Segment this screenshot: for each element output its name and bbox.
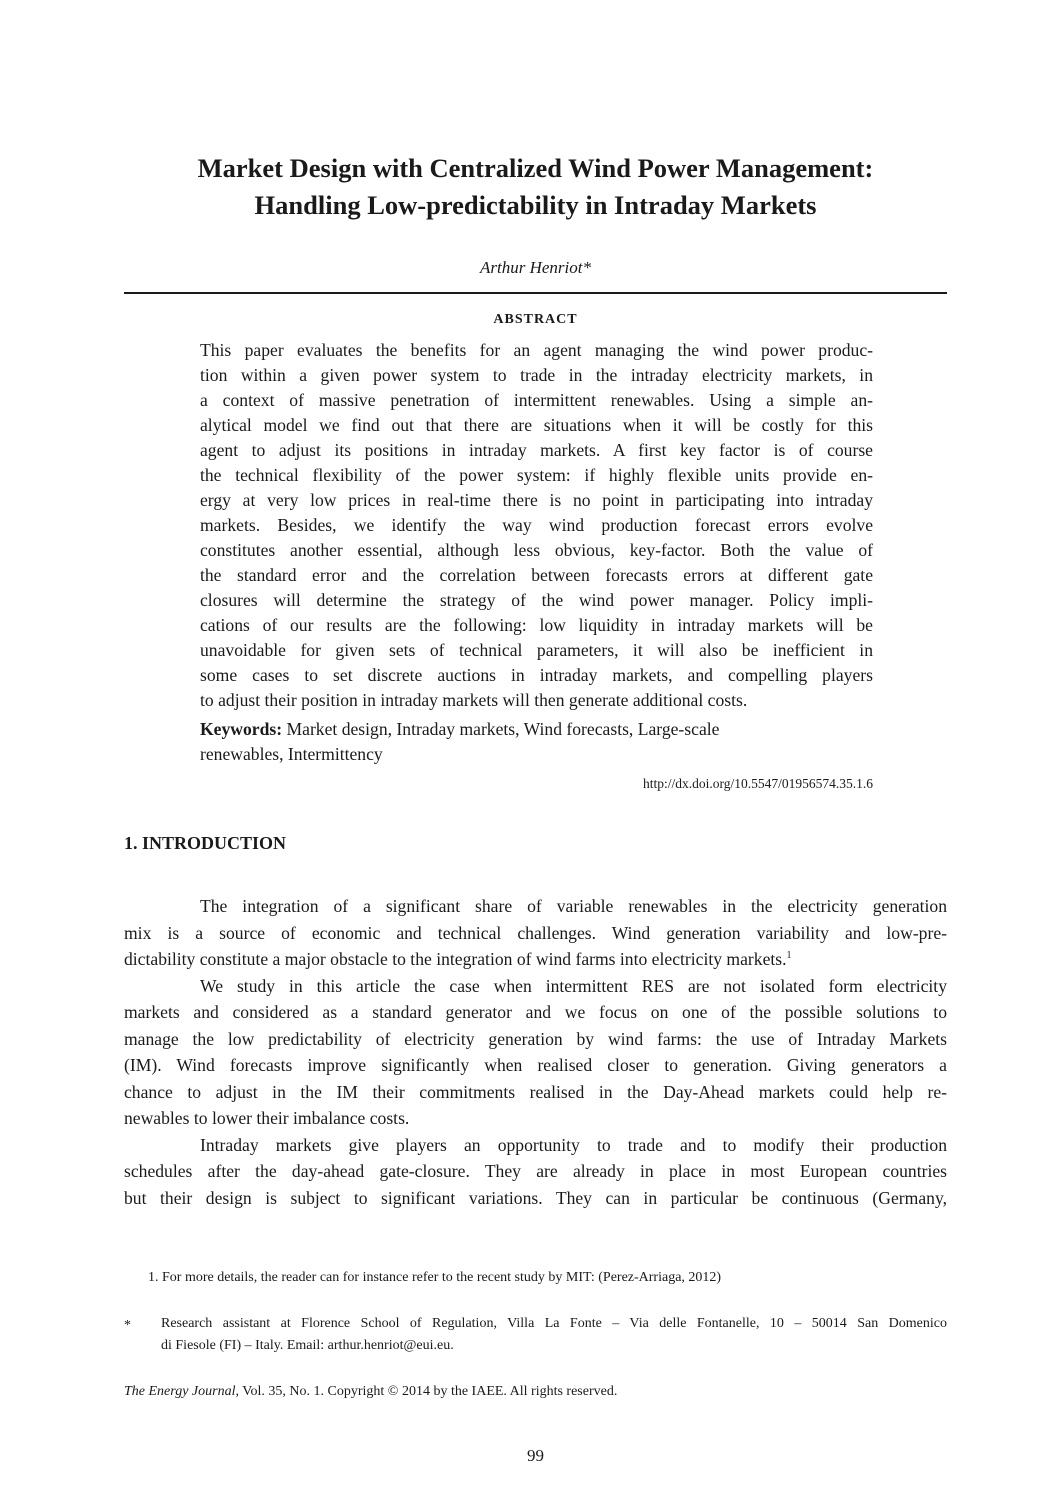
abstract-line: cations of our results are the following: low liquidity in intraday markets will be xyxy=(200,615,873,635)
journal-citation xyxy=(124,1382,617,1402)
abstract-line: to adjust their position in intraday markets will then generate additional costs. xyxy=(200,690,748,710)
page-number: 99 xyxy=(527,1446,544,1465)
abstract-line: closures will determine the strategy of the wind power manager. Policy impli- xyxy=(200,590,873,610)
journal-name: The Energy Journal xyxy=(124,1384,236,1399)
title-line-2: Handling Low-predictability in Intraday Markets xyxy=(254,190,817,220)
footnote-1: 1. For more details, the reader can for instance refer to the recent study by MIT: (Perez-Arriaga, 2012) xyxy=(148,1270,722,1285)
author-name: Arthur Henriot* xyxy=(480,258,591,277)
journal-details: , Vol. 35, No. 1. Copyright © 2014 by the IAEE. All rights reserved. xyxy=(235,1384,618,1399)
abstract-line: the technical flexibility of the power system: if highly flexible units provide en- xyxy=(200,465,873,485)
abstract-line: the standard error and the correlation between forecasts errors at different gate xyxy=(200,565,873,585)
footnote-ref[interactable]: 1 xyxy=(786,950,792,961)
abstract-line: This paper evaluates the benefits for an agent managing the wind power produc- xyxy=(200,340,873,360)
keywords xyxy=(200,717,873,767)
footnote-author xyxy=(161,1313,947,1357)
body-line: but their design is subject to significant variations. They can in particular be continuous (Germany, xyxy=(124,1187,947,1208)
footnote-author-line-1: Research assistant at Florence School of Regulation, Villa La Fonte – Via delle Fontanelle, 10 – 50014 San Domenico xyxy=(161,1316,947,1331)
abstract-line: markets. Besides, we identify the way wind production forecast errors evolve xyxy=(200,515,873,535)
abstract-heading: ABSTRACT xyxy=(493,312,578,327)
keywords-line-2: renewables, Intermittency xyxy=(200,744,383,764)
keywords-line-1: Market design, Intraday markets, Wind forecasts, Large-scale xyxy=(286,719,720,739)
body-line: Intraday markets give players an opportunity to trade and to modify their production xyxy=(200,1134,947,1155)
abstract-body xyxy=(200,338,873,713)
abstract-line: unavoidable for given sets of technical parameters, it will also be inefficient in xyxy=(200,640,873,660)
keywords-label: Keywords: xyxy=(200,719,283,739)
body-line: dictability constitute a major obstacle to the integration of wind farms into electricity markets.$^1$ xyxy=(124,949,792,969)
body-line: chance to adjust in the IM their commitments realised in the Day-Ahead markets could help re- xyxy=(124,1081,947,1102)
abstract-line: alytical model we find out that there are situations when it will be costly for this xyxy=(200,415,873,435)
body-line: markets and considered as a standard generator and we focus on one of the possible solutions to xyxy=(124,1002,947,1022)
abstract-line: constitutes another essential, although less obvious, key-factor. Both the value of xyxy=(200,540,873,560)
abstract-line: some cases to set discrete auctions in intraday markets, and compelling players xyxy=(200,665,873,685)
footnote-asterisk: * xyxy=(124,1318,131,1333)
body-line: We study in this article the case when intermittent RES are not isolated form electricity xyxy=(200,975,947,996)
body-line: The integration of a significant share of variable renewables in the electricity generation xyxy=(200,896,947,916)
body-line: manage the low predictability of electricity generation by wind farms: the use of Intraday Markets xyxy=(124,1028,947,1049)
doi-link[interactable]: http://dx.doi.org/10.5547/01956574.35.1.6 xyxy=(642,776,873,791)
paper-title xyxy=(120,150,951,224)
body-text xyxy=(124,893,947,1211)
body-line: mix is a source of economic and technical challenges. Wind generation variability and low-pre- xyxy=(124,922,947,943)
body-line: newables to lower their imbalance costs. xyxy=(124,1108,410,1128)
title-line-1: Market Design with Centralized Wind Power Management: xyxy=(197,153,874,183)
abstract-line: tion within a given power system to trade in the intraday electricity markets, in xyxy=(200,365,873,385)
footnote-author-line-2: di Fiesole (FI) – Italy. Email: arthur.henriot@eui.eu. xyxy=(161,1338,454,1353)
abstract-line: agent to adjust its positions in intraday markets. A first key factor is of course xyxy=(200,440,873,460)
body-line: schedules after the day-ahead gate-closure. They are already in place in most European countries xyxy=(124,1161,947,1181)
section-heading: 1. INTRODUCTION xyxy=(124,833,287,853)
body-line: (IM). Wind forecasts improve significantly when realised closer to generation. Giving generators a xyxy=(124,1055,947,1075)
abstract-line: a context of massive penetration of intermittent renewables. Using a simple an- xyxy=(200,390,873,410)
header-rule xyxy=(124,292,947,294)
abstract-line: ergy at very low prices in real-time there is no point in participating into intraday xyxy=(200,490,873,510)
